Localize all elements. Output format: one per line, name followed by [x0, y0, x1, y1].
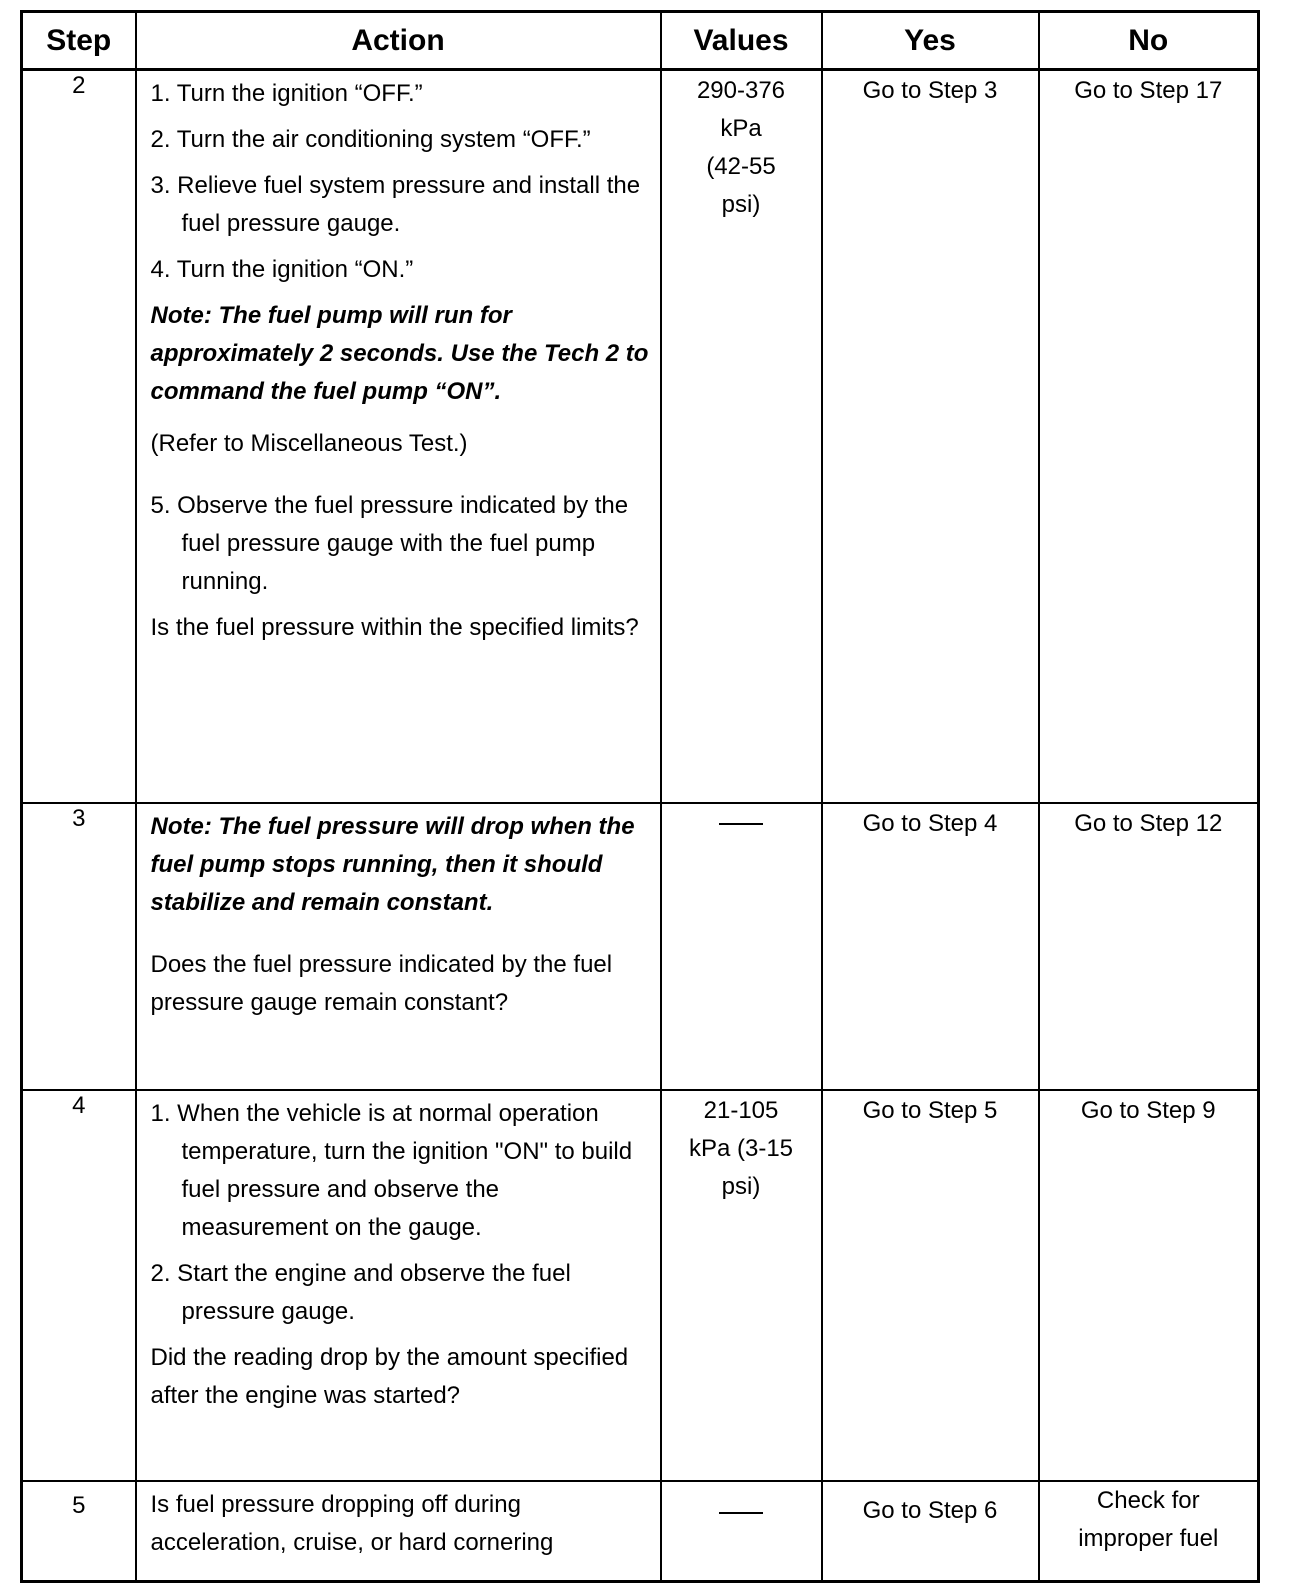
no-line: Check for: [1096, 1486, 1200, 1514]
no-cell: Go to Step 9: [1039, 1090, 1259, 1481]
action-item: 1. When the vehicle is at normal operation temperature, turn the ignition "ON" to build fuel pressure and observe the measurement on the gauge.: [150, 1099, 633, 1241]
action-cell: [136, 1090, 661, 1481]
step-number: 2: [22, 70, 136, 803]
action-cell: [136, 70, 661, 803]
table-row-step-5: [22, 1481, 1259, 1582]
table-row-step-2: [22, 70, 1259, 803]
step-number: 5: [22, 1481, 136, 1582]
no-cell: Go to Step 12: [1039, 803, 1259, 1090]
value-line: kPa: [720, 115, 762, 142]
step-number: 3: [22, 803, 136, 1090]
table-row-step-4: [22, 1090, 1259, 1481]
value-line: 21-105: [703, 1096, 779, 1124]
yes-cell: Go to Step 3: [822, 70, 1039, 803]
values-cell: [661, 1090, 822, 1481]
empty-value-dash: [719, 1512, 763, 1514]
action-item: 2. Start the engine and observe the fuel pressure gauge.: [150, 1259, 571, 1325]
no-line: improper fuel: [1078, 1524, 1219, 1552]
action-cell: [136, 1481, 661, 1582]
value-line: (42-55: [706, 153, 776, 180]
header-action: Action: [136, 12, 661, 70]
diagnostic-table: [20, 10, 1260, 1583]
value-line: psi): [721, 191, 761, 218]
header-row: [22, 12, 1259, 70]
action-question: Is fuel pressure dropping off during acceleration, cruise, or hard cornering: [150, 1490, 554, 1556]
yes-cell: Go to Step 5: [822, 1090, 1039, 1481]
value-line: kPa (3-15: [688, 1134, 794, 1162]
step-number: 4: [22, 1090, 136, 1481]
values-cell: [661, 1481, 822, 1582]
action-item: 5. Observe the fuel pressure indicated by the fuel pressure gauge with the fuel pump running.: [150, 492, 629, 595]
action-question: Is the fuel pressure within the specified limits?: [150, 614, 639, 641]
table-row-step-3: [22, 803, 1259, 1090]
values-cell: [661, 803, 822, 1090]
action-item: 2. Turn the air conditioning system “OFF.”: [150, 126, 591, 153]
header-yes: Yes: [822, 12, 1039, 70]
action-item: 3. Relieve fuel system pressure and install the fuel pressure gauge.: [150, 172, 641, 237]
action-reference: (Refer to Miscellaneous Test.): [150, 430, 468, 457]
no-cell: [1039, 1481, 1259, 1582]
action-cell: [136, 803, 661, 1090]
action-question: Did the reading drop by the amount specified after the engine was started?: [150, 1343, 629, 1409]
yes-cell: Go to Step 4: [822, 803, 1039, 1090]
header-no: No: [1039, 12, 1259, 70]
value-line: 290-376: [696, 77, 786, 104]
yes-cell: Go to Step 6: [822, 1481, 1039, 1582]
action-question: Does the fuel pressure indicated by the fuel pressure gauge remain constant?: [150, 950, 613, 1016]
no-cell: Go to Step 17: [1039, 70, 1259, 803]
action-note: Note: The fuel pump will run for approximately 2 seconds. Use the Tech 2 to command the fuel pump “ON”.: [150, 302, 649, 405]
empty-value-dash: [719, 823, 763, 825]
header-step: Step: [22, 12, 136, 70]
header-values: Values: [661, 12, 822, 70]
action-item: 4. Turn the ignition “ON.”: [150, 256, 414, 283]
action-note: Note: The fuel pressure will drop when the fuel pump stops running, then it should stabilize and remain constant.: [150, 812, 635, 916]
value-line: psi): [721, 1172, 761, 1200]
action-item: 1. Turn the ignition “OFF.”: [150, 80, 423, 107]
values-cell: [661, 70, 822, 803]
